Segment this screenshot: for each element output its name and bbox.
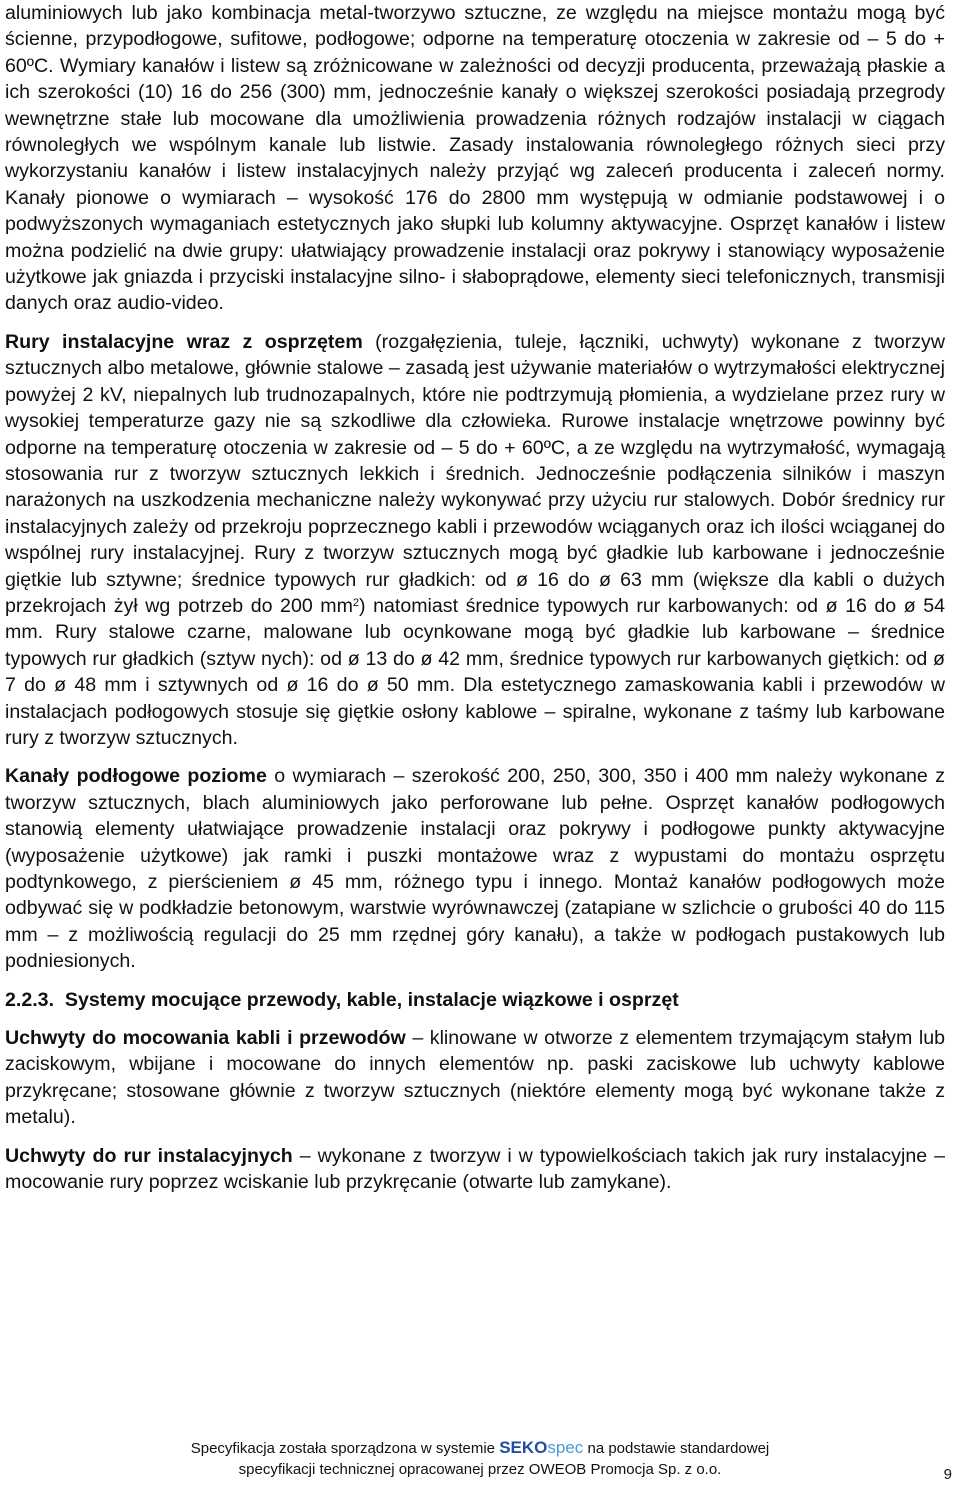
footer-text-after: na podstawie standardowej <box>583 1440 770 1457</box>
section-title: Systemy mocujące przewody, kable, instalacje wiązkowe i osprzęt <box>64 988 679 1011</box>
paragraph-cable-holders-heading: Uchwyty do mocowania kabli i przewodów <box>5 1027 406 1050</box>
brand-seko: SEKO <box>499 1438 548 1457</box>
footer-line-2: specyfikacji technicznej opracowanej przez OWEOB Promocja Sp. z o.o. <box>238 1461 722 1478</box>
footer-text-before: Specyfikacja została sporządzona w systemie <box>190 1440 500 1457</box>
paragraph-pipe-holders-heading: Uchwyty do rur instalacyjnych <box>5 1144 293 1167</box>
section-heading <box>5 987 945 1013</box>
footer-line-1 <box>0 1437 960 1459</box>
page-number: 9 <box>943 1466 952 1483</box>
paragraph-floor-channels-heading: Kanały podłogowe poziome <box>5 765 267 788</box>
paragraph-pipes-text-b: ) natomiast średnice typowych rur karbowanych: od ø 16 do ø 54 mm. Rury stalowe czarne, malowane lub ocynkowane mogą być gładkie lub karbowane – średnice typowych rur gładkich (sztyw nych): od ø 13 do ø 42 mm, średnice typowych rur karbowanych giętkich: od ø 7 do ø 48 mm i sztywnych od ø 16 do ø 50 mm. Dla estetycznego zamaskowania kabli i przewodów w instalacjach podłogowych stosuje się giętkie osłony kablowe – spiralne, wykonane z taśmy lub karbowane rury z tworzyw sztucznych. <box>5 594 945 749</box>
brand-spec: spec <box>547 1438 584 1457</box>
page-footer <box>0 1437 960 1480</box>
paragraph-floor-channels <box>5 763 945 974</box>
document-page <box>5 0 945 1195</box>
paragraph-pipes-heading: Rury instalacyjne wraz z osprzętem <box>5 330 363 353</box>
paragraph-pipe-holders <box>5 1143 945 1196</box>
paragraph-pipes-text-a: (rozgałęzienia, tuleje, łączniki, uchwyty) wykonane z tworzyw sztucznych albo metalowe, głównie stalowe – zasadą jest używanie materiałów o wytrzymałości elektrycznej powyżej 2 kV, niepalnych lub trudnozapalnych, które nie podtrzymują płomienia, a wydzielane przez rury w wysokiej temperaturze gazy nie są szkodliwe dla człowieka. Rurowe instalacje wnętrzowe powinny być odporne na temperaturę otoczenia w zakresie od – 5 do + 60ºC, a ze względu na wytrzymałość, wymagają stosowania rur z tworzyw sztucznych lekkich i średnich. Jednocześnie podłączenia silników i maszyn narażonych na uszkodzenia mechaniczne należy wykonywać przy użyciu rur stalowych. Dobór średnicy rur instalacyjnych zależy od przekroju poprzecznego kabli i przewodów wciąganych oraz ich ilości wciąganej do wspólnej rury instalacyjnej. Rury z tworzyw sztucznych mogą być gładkie lub karbowane i jednocześnie giętkie lub sztywne; średnice typowych rur gładkich: od ø 16 do ø 63 mm (większe dla kabli o dużych przekrojach żył wg potrzeb do 200 mm <box>5 330 945 617</box>
paragraph-ducts: aluminiowych lub jako kombinacja metal-tworzywo sztuczne, ze względu na miejsce montażu mogą być ścienne, przypodłogowe, sufitowe, podłogowe; odporne na temperaturę otoczenia w zakresie od – 5 do + 60ºC. Wymiary kanałów i listew są zróżnicowane w zależności od decyzji producenta, przeważają płaskie a ich szerokości (10) 16 do 256 (300) mm, jednocześnie kanały o większej szerokości posiadają przegrody wewnętrzne stałe lub mocowane dla umożliwienia prowadzenia różnych rodzajów instalacji w ciągach równoległych we wspólnym kanale lub listwie. Zasady instalowania równoległego różnych sieci przy wykorzystaniu kanałów i listew instalacyjnych należy przyjąć wg zaleceń producenta i zaleceń normy. Kanały pionowe o wymiarach – wysokość 176 do 2800 mm występują w odmianie podstawowej i o podwyższonych wymaganiach estetycznych jako słupki lub kolumny aktywacyjne. Osprzęt kanałów i listew można podzielić na dwie grupy: ułatwiający prowadzenie instalacji oraz pokrywy i stanowiący wyposażenie użytkowe jak gniazda i przyciski instalacyjne silno- i słaboprądowe, elementy sieci telefonicznych, transmisji danych oraz audio-video. <box>5 2 945 315</box>
paragraph-cable-holders <box>5 1025 945 1131</box>
paragraph-pipe-holders-text: – wykonane z tworzyw i w typowielkościach takich jak rury instalacyjne – mocowanie rury poprzez wciskanie lub przykręcanie (otwarte lub zamykane). <box>5 1144 945 1194</box>
paragraph-floor-channels-text: o wymiarach – szerokość 200, 250, 300, 350 i 400 mm należy wykonane z tworzyw sztucznych, blach aluminiowych jako perforowane lub pełne. Osprzęt kanałów podłogowych stanowią elementy ułatwiające prowadzenie instalacji oraz pokrywy i podłogowe punkty aktywacyjne (wyposażenie użytkowe) jak ramki i puszki montażowe wraz z wypustami do montażu osprzętu podtynkowego, z pierścieniem ø 45 mm, różnego typu i innego. Montaż kanałów podłogowych może odbywać się w podkładzie betonowym, warstwie wyrównawczej (zatapiane w szlichcie o grubości 40 do 115 mm – z możliwością regulacji do 25 mm rzędnej góry kanału), a także w podłogach pustakowych lub podniesionych. <box>5 765 945 973</box>
paragraph-cable-holders-text: – klinowane w otworze z elementem trzymającym stałym lub zaciskowym, wbijane i mocowane do innych elementów np. paski zaciskowe lub uchwyty kablowe przykręcane; stosowane głównie z tworzyw sztucznych (niektóre elementy mogą być wykonane także z metalu). <box>5 1027 945 1129</box>
section-number: 2.2.3. <box>5 988 55 1011</box>
paragraph-pipes <box>5 329 945 752</box>
superscript-2: 2 <box>352 596 360 609</box>
